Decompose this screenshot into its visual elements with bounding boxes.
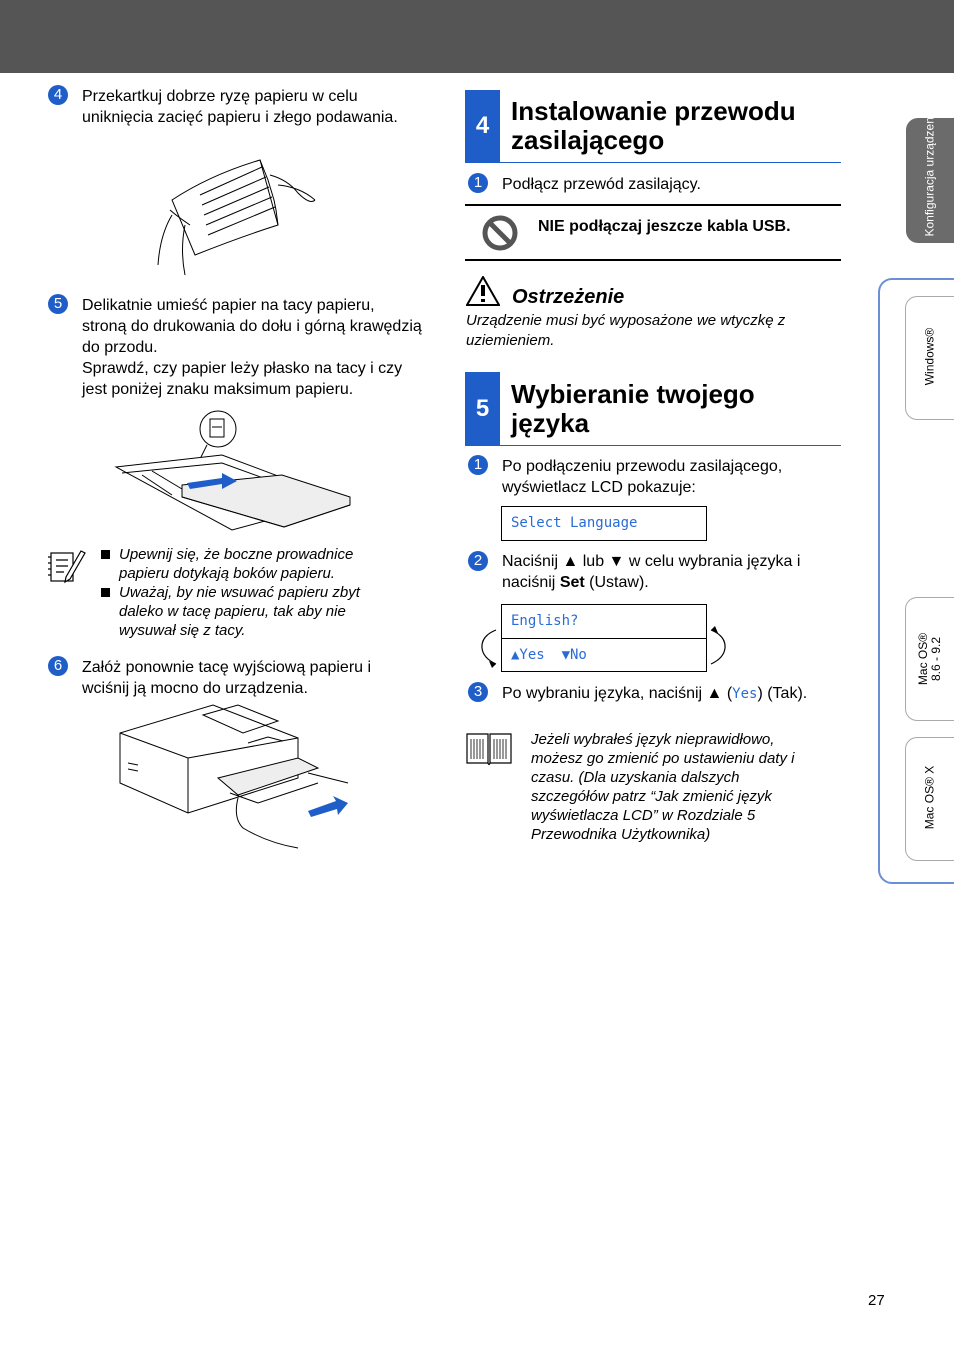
step5-line1: Delikatnie umieść papier na tacy papieru, stroną do drukowania do dołu i górną krawędzią do przodu. — [82, 297, 422, 356]
tab-mac-os-x-label: Mac OS® X — [922, 765, 937, 830]
warning-text: NIE podłączaj jeszcze kabla USB. — [538, 218, 791, 235]
tab-windows-label: Windows® — [922, 327, 937, 386]
step5-text — [82, 295, 422, 400]
section-5-heading — [465, 372, 841, 446]
step-number-6: 6 — [48, 656, 68, 676]
lcd-row: ▲Yes ▼No — [502, 638, 706, 671]
paper-tray-illustration — [112, 405, 357, 535]
step5-line2: Sprawdź, czy papier leży płasko na tacy i czy jest poniżej znaku maksimum papieru. — [82, 360, 403, 398]
printer-output-tray-illustration — [118, 703, 350, 849]
step-number-5: 5 — [48, 294, 68, 314]
bullet-square-icon — [101, 588, 110, 597]
fanning-paper-illustration — [150, 155, 320, 280]
caution-title: Ostrzeżenie — [512, 286, 625, 308]
step4-text: Przekartkuj dobrze ryzę papieru w celu uniknięcia zacięć papieru i złego podawania. — [82, 88, 398, 126]
section4-step1-text: Podłącz przewód zasilający. — [502, 176, 701, 193]
section-5-title: Wybieranie twojego języka — [511, 379, 755, 438]
section5-step2-text: Naciśnij ▲ lub ▼ w celu wybrania języka i naciśnij Set (Ustaw). — [502, 553, 801, 591]
section-4-number: 4 — [465, 90, 500, 162]
lcd-row: English? — [511, 613, 579, 629]
section-4-heading — [465, 90, 841, 163]
tab-windows[interactable] — [905, 296, 954, 420]
scroll-up-arrow-icon — [478, 624, 500, 670]
note-pencil-icon — [48, 547, 86, 585]
caution-triangle-icon — [466, 276, 500, 306]
tab-device-setup-label: Konfiguracja urządzenia — [922, 107, 937, 237]
note-item: Uważaj, by nie wsuwać papieru zbyt daleko w tacę papieru, tak aby nie wysuwał się z tacy. — [101, 583, 401, 640]
section5-step3-text: Po wybraniu języka, naciśnij ▲ (Yes) (Tak). — [502, 685, 808, 702]
language-change-note: Jeżeli wybrałeś język nieprawidłowo, możesz go zmienić po ustawieniu daty i czasu. (Dla uzyskania dalszych szczegółów patrz “Jak zmienić język wyświetlacza LCD” w Rozdziale 5 Przewodnika Użytkownika) — [531, 731, 795, 843]
step-number-4-1: 1 — [468, 173, 488, 193]
tab-mac-os-9[interactable] — [905, 597, 954, 721]
lcd-row: Select Language — [511, 515, 638, 531]
section-4-title: Instalowanie przewodu zasilającego — [511, 96, 796, 155]
lcd-display-select-language — [501, 506, 707, 541]
manual-book-icon — [465, 731, 513, 767]
step6-text: Załóż ponownie tacę wyjściową papieru i wciśnij ją mocno do urządzenia. — [82, 659, 372, 697]
prohibited-icon — [481, 214, 519, 252]
tab-device-setup[interactable] — [906, 107, 954, 243]
header-bar — [0, 0, 954, 73]
section5-step1-text: Po podłączeniu przewodu zasilającego, wyświetlacz LCD pokazuje: — [502, 458, 783, 496]
step-number-4: 4 — [48, 85, 68, 105]
section-5-number: 5 — [465, 372, 500, 445]
caution-text: Urządzenie musi być wyposażone we wtyczkę z uziemieniem. — [466, 312, 786, 349]
step-number-5-1: 1 — [468, 455, 488, 475]
tab-mac-os-x[interactable] — [905, 737, 954, 861]
note-item: Upewnij się, że boczne prowadnice papieru dotykają boków papieru. — [101, 545, 401, 583]
scroll-down-arrow-icon — [707, 624, 729, 670]
tab-mac-os-9-label: Mac OS® 8.6 - 9.2 — [916, 632, 943, 686]
warning-box — [465, 204, 841, 261]
paper-notes — [101, 545, 401, 640]
step-number-5-2: 2 — [468, 551, 488, 571]
bullet-square-icon — [101, 550, 110, 559]
page-number: 27 — [868, 1292, 885, 1309]
lcd-display-english — [501, 604, 707, 672]
step-number-5-3: 3 — [468, 682, 488, 702]
